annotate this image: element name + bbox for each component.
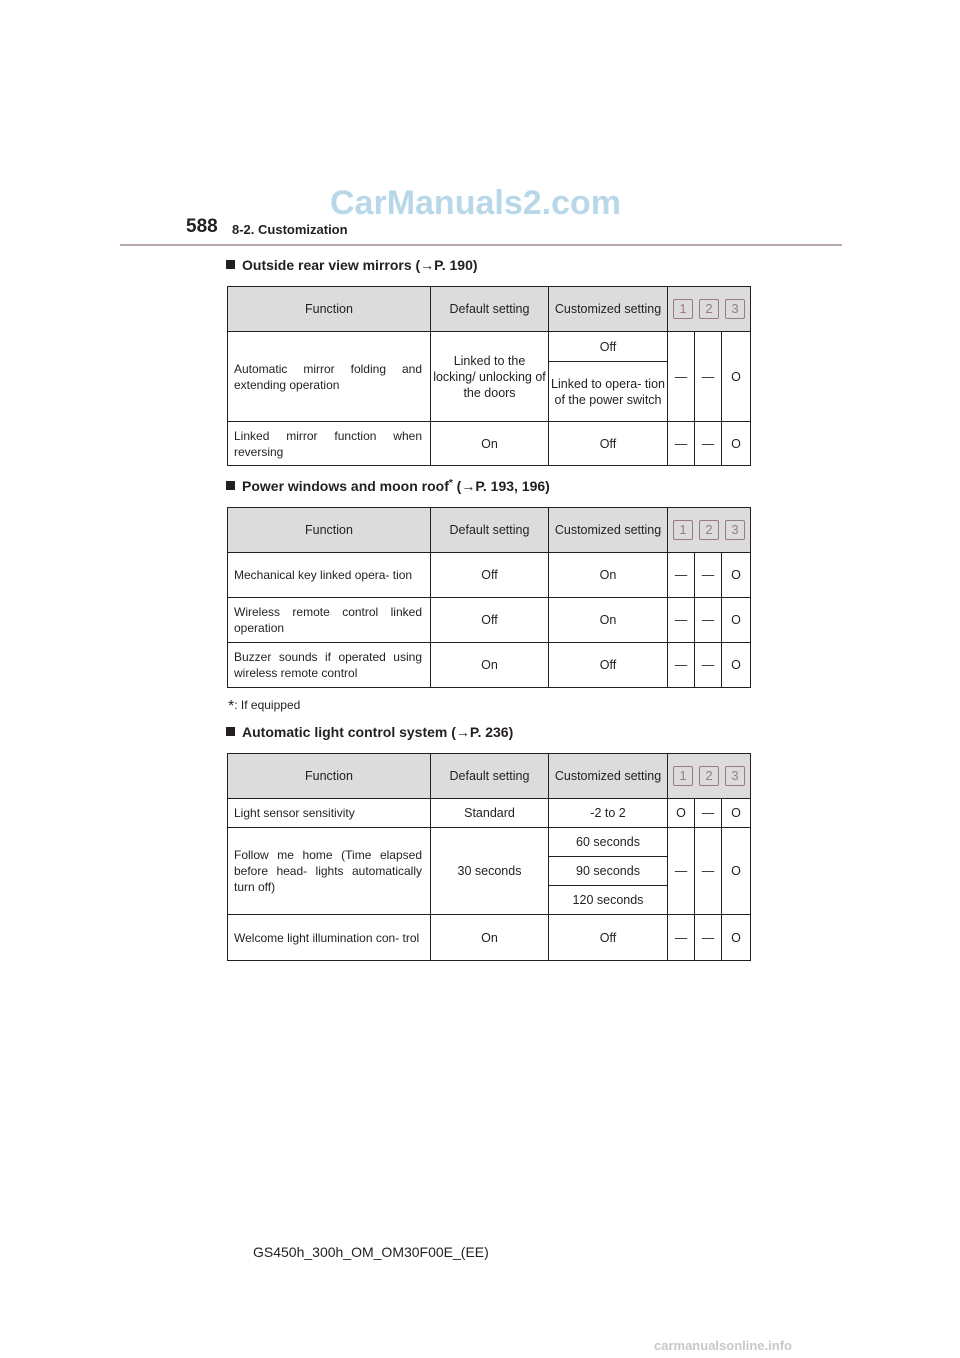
cell-default: Off (431, 553, 549, 598)
table-row (228, 828, 751, 857)
col-customized: Customized setting (549, 508, 668, 553)
cell-customized: On (549, 598, 668, 643)
number-1-icon: 1 (673, 299, 693, 319)
number-1-icon: 1 (673, 766, 693, 786)
cell-function: Wireless remote control linked operation (228, 598, 431, 643)
cell-c2: — (695, 332, 722, 422)
table-header-row (228, 287, 751, 332)
cell-function: Buzzer sounds if operated using wireless remote control (228, 643, 431, 688)
number-3-icon: 3 (725, 299, 745, 319)
cell-default: On (431, 915, 549, 961)
square-bullet-icon (226, 260, 235, 269)
table-row (228, 598, 751, 643)
header-divider (120, 244, 842, 246)
cell-function: Follow me home (Time elapsed before head- lights automatically turn off) (228, 828, 431, 915)
section-heading-light: Automatic light control system (→P. 236) (226, 724, 513, 740)
cell-customized: Off (549, 643, 668, 688)
cell-c2: — (695, 915, 722, 961)
table-row (228, 799, 751, 828)
cell-customized: Linked to opera- tion of the power switch (549, 362, 668, 422)
col-function: Function (228, 754, 431, 799)
footnote: *: If equipped (228, 698, 301, 715)
cell-default: On (431, 422, 549, 466)
table-row (228, 422, 751, 466)
col-function: Function (228, 508, 431, 553)
table-header-row (228, 508, 751, 553)
cell-customized: Off (549, 422, 668, 466)
cell-c1: — (668, 332, 695, 422)
col-default: Default setting (431, 287, 549, 332)
col-default: Default setting (431, 508, 549, 553)
table-windows (227, 507, 751, 688)
watermark-top: CarManuals2.com (330, 184, 621, 222)
section-heading-mirrors: Outside rear view mirrors (→P. 190) (226, 257, 478, 273)
document-code: GS450h_300h_OM_OM30F00E_(EE) (253, 1244, 489, 1260)
cell-default: On (431, 643, 549, 688)
number-3-icon: 3 (725, 766, 745, 786)
cell-c3: O (722, 915, 751, 961)
cell-customized: Off (549, 915, 668, 961)
section-title: 8-2. Customization (232, 222, 348, 237)
cell-c3: O (722, 598, 751, 643)
cell-function: Welcome light illumination con- trol (228, 915, 431, 961)
section-heading-windows: Power windows and moon roof* (→P. 193, 196) (226, 478, 550, 494)
cell-c2: — (695, 422, 722, 466)
col-customized: Customized setting (549, 754, 668, 799)
cell-customized: Off (549, 332, 668, 362)
table-row (228, 553, 751, 598)
table-row (228, 643, 751, 688)
cell-customized: 60 seconds (549, 828, 668, 857)
cell-c2: — (695, 598, 722, 643)
cell-function: Automatic mirror folding and extending operation (228, 332, 431, 422)
cell-c3: O (722, 422, 751, 466)
cell-c3: O (722, 332, 751, 422)
cell-default: Standard (431, 799, 549, 828)
table-mirrors (227, 286, 751, 466)
cell-customized: -2 to 2 (549, 799, 668, 828)
cell-c3: O (722, 643, 751, 688)
square-bullet-icon (226, 727, 235, 736)
table-row (228, 915, 751, 961)
number-2-icon: 2 (699, 766, 719, 786)
col-badges (668, 508, 751, 553)
cell-function: Mechanical key linked opera- tion (228, 553, 431, 598)
cell-c3: O (722, 828, 751, 915)
col-badges (668, 287, 751, 332)
square-bullet-icon (226, 481, 235, 490)
table-header-row (228, 754, 751, 799)
cell-c2: — (695, 799, 722, 828)
col-function: Function (228, 287, 431, 332)
cell-c3: O (722, 799, 751, 828)
cell-customized: On (549, 553, 668, 598)
number-1-icon: 1 (673, 520, 693, 540)
col-customized: Customized setting (549, 287, 668, 332)
col-default: Default setting (431, 754, 549, 799)
cell-c1: — (668, 915, 695, 961)
cell-function: Light sensor sensitivity (228, 799, 431, 828)
cell-c1: — (668, 553, 695, 598)
cell-default: Linked to the locking/ unlocking of the doors (431, 332, 549, 422)
cell-customized: 90 seconds (549, 857, 668, 886)
cell-c1: — (668, 828, 695, 915)
number-2-icon: 2 (699, 520, 719, 540)
cell-c1: — (668, 643, 695, 688)
table-light (227, 753, 751, 961)
cell-default: 30 seconds (431, 828, 549, 915)
page-number: 588 (186, 216, 218, 237)
col-badges (668, 754, 751, 799)
cell-function: Linked mirror function when reversing (228, 422, 431, 466)
watermark-bottom: carmanualsonline.info (654, 1338, 792, 1353)
number-2-icon: 2 (699, 299, 719, 319)
cell-c2: — (695, 828, 722, 915)
cell-default: Off (431, 598, 549, 643)
cell-c2: — (695, 553, 722, 598)
number-3-icon: 3 (725, 520, 745, 540)
table-row (228, 332, 751, 362)
cell-customized: 120 seconds (549, 886, 668, 915)
cell-c1: — (668, 422, 695, 466)
cell-c1: — (668, 598, 695, 643)
cell-c3: O (722, 553, 751, 598)
cell-c2: — (695, 643, 722, 688)
cell-c1: O (668, 799, 695, 828)
